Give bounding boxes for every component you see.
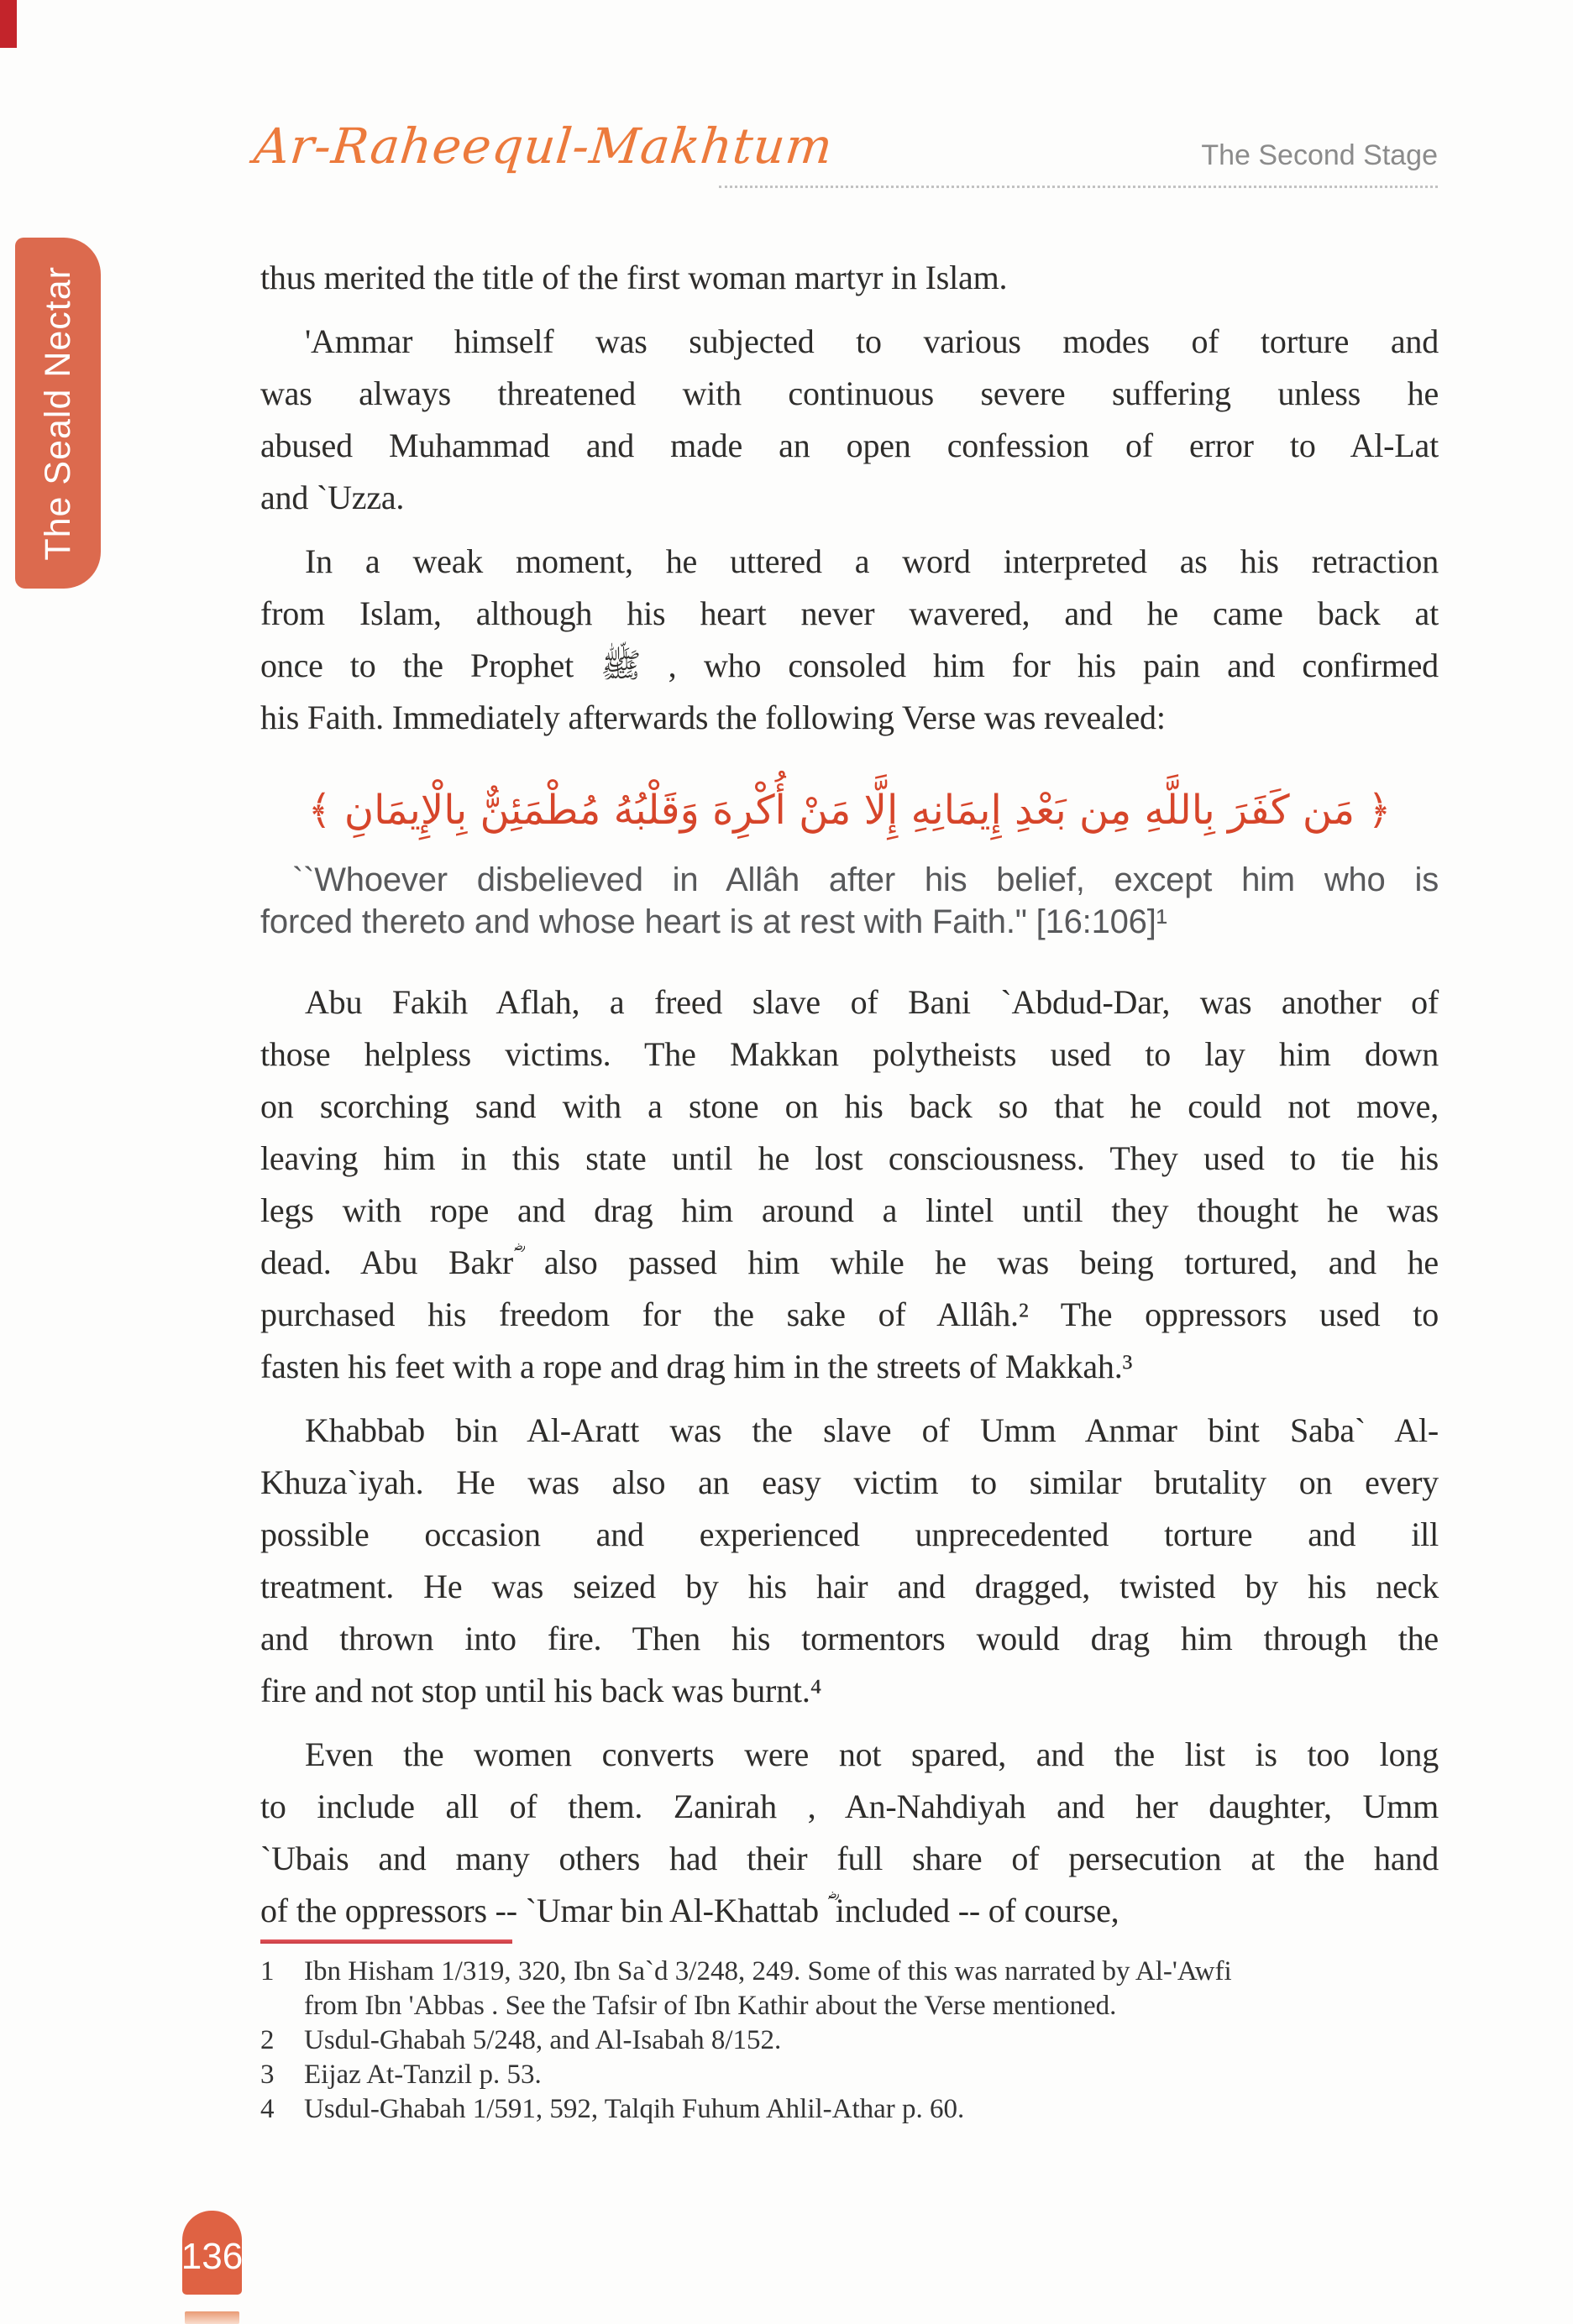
footnote-item bbox=[260, 2023, 1439, 2058]
footnote-number: 3 bbox=[260, 2060, 275, 2090]
footnote-number: 2 bbox=[260, 2025, 275, 2055]
footnote-text: Usdul-Ghabah 5/248, and Al-Isabah 8/152. bbox=[304, 2025, 782, 2055]
footnote-item bbox=[260, 2058, 1439, 2092]
paragraph: Khabbab bin Al-Aratt was the slave of Umm Anmar bint Saba` Al- Khuza`iyah. He was also an easy victim to similar brutality on every possible occasion and experienced unprecedented torture and ill treatment. He was seized by his hair and dragged, twisted by his neck and thrown into fire. Then his tormentors would drag him through the fire and not stop until his back was burnt.⁴ bbox=[260, 1411, 1439, 1709]
section-label: The Second Stage bbox=[1201, 139, 1438, 171]
page-number: 136 bbox=[181, 2236, 244, 2277]
footnote-separator-rule bbox=[260, 1939, 512, 1944]
paragraph: In a weak moment, he uttered a word interpreted as his retraction from Islam, although his heart never wavered, and he came back at once to the Prophet ﷺ , who consoled him for his pain and confirmed his Faith. Immediately afterwards the following Verse was revealed: bbox=[260, 542, 1439, 736]
page-body bbox=[260, 252, 1439, 1937]
page-number-badge bbox=[182, 2211, 242, 2295]
footnote-text: Ibn Hisham 1/319, 320, Ibn Sa`d 3/248, 249. Some of this was narrated by Al-'Awfi from Ibn 'Abbas . See the Tafsir of Ibn Kathir about the Verse mentioned. bbox=[304, 1956, 1232, 2021]
header-dotted-rule bbox=[719, 186, 1438, 188]
page-number-badge-strip bbox=[185, 2311, 239, 2324]
paragraph: Abu Fakih Aflah, a freed slave of Bani `Abdud-Dar, was another of those helpless victims. The Makkan polytheists used to lay him down on scorching sand with a stone on his back so that he could not move, leaving him in this state until he lost consciousness. They used to tie his legs with rope and drag him around a lintel until they thought he was dead. Abu Bakrؓ also passed him while he was being tortured, and he purchased his freedom for the sake of Allâh.² The oppressors used to fasten his feet with a rope and drag him in the streets of Makkah.³ bbox=[260, 983, 1439, 1385]
footnotes-list bbox=[260, 1955, 1439, 2127]
book-title-script: Ar-Raheequl-Makhtum bbox=[251, 118, 836, 175]
side-tab-label: The Seald Nectar bbox=[37, 265, 78, 561]
footnote-item bbox=[260, 2092, 1439, 2127]
paragraph: thus merited the title of the first woman martyr in Islam. bbox=[260, 259, 1008, 296]
footnote-text: Usdul-Ghabah 1/591, 592, Talqih Fuhum Ahlil-Athar p. 60. bbox=[304, 2094, 965, 2124]
footnote-text: Eijaz At-Tanzil p. 53. bbox=[304, 2060, 542, 2090]
verse-translation-quote: ``Whoever disbelieved in Allâh after his belief, except him who is forced thereto and whose heart is at rest with Faith." [16:106]¹ bbox=[260, 861, 1439, 940]
side-tab bbox=[15, 238, 101, 589]
paragraph: Even the women converts were not spared, and the list is too long to include all of them. Zanirah , An-Nahdiyah and her daughter, Umm `Ubais and many others had their full share of persecution at the hand of the oppressors -- `Umar bin Al-Khattab ؓ included -- of course, bbox=[260, 1735, 1439, 1929]
page-corner-mark bbox=[0, 0, 17, 48]
quran-verse-arabic: ﴿ مَن كَفَرَ بِاللَّهِ مِن بَعْدِ إِيمَانِهِ إِلَّا مَنْ أُكْرِهَ وَقَلْبُهُ مُطْمَئِنٌّ بِالْإِيمَانِ ﴾ bbox=[307, 787, 1392, 834]
footnote-number: 4 bbox=[260, 2094, 275, 2124]
footnote-item bbox=[260, 1955, 1439, 2023]
footnote-number: 1 bbox=[260, 1956, 275, 1986]
paragraph: 'Ammar himself was subjected to various modes of torture and was always threatened with continuous severe suffering unless he abused Muhammad and made an open confession of error to Al-Lat and `Uzza. bbox=[260, 322, 1439, 516]
